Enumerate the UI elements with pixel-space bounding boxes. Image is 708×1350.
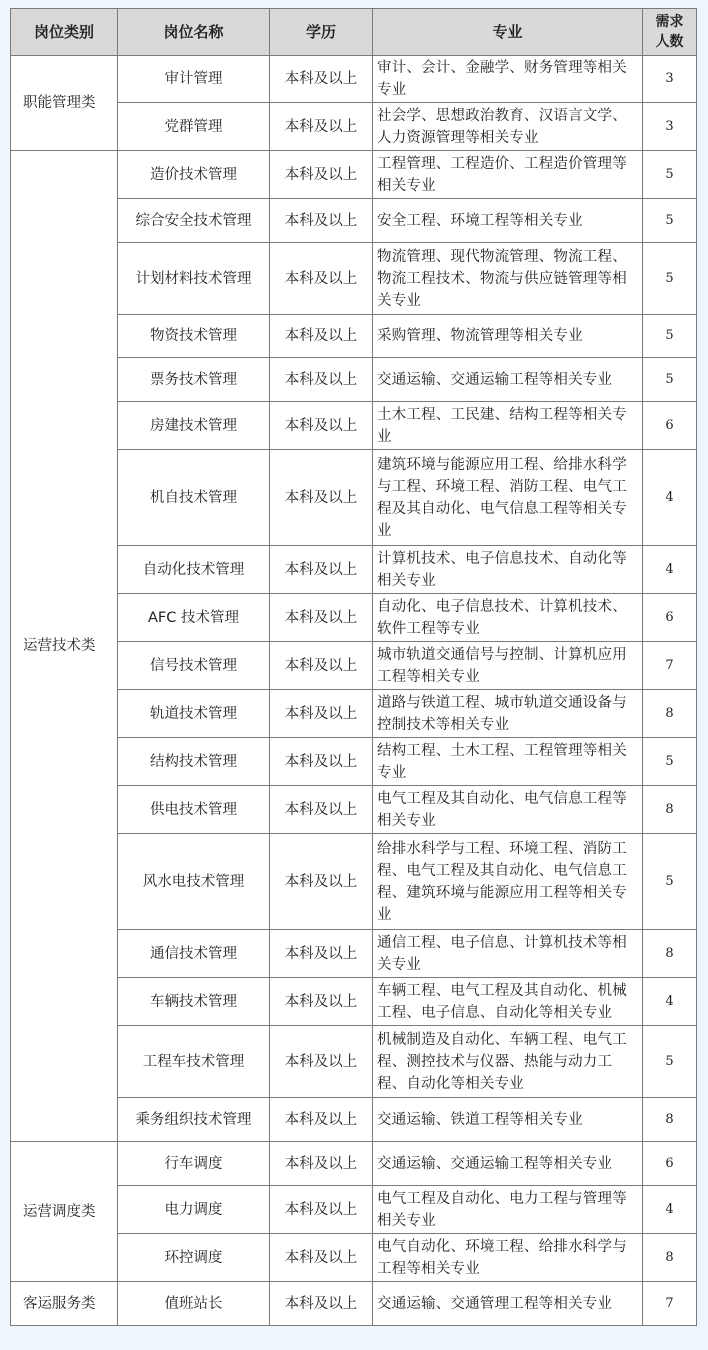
count-cell: 8 bbox=[643, 690, 697, 738]
major-cell: 计算机技术、电子信息技术、自动化等相关专业 bbox=[373, 546, 643, 594]
education-cell: 本科及以上 bbox=[270, 738, 373, 786]
position-name-cell: 风水电技术管理 bbox=[118, 834, 270, 930]
major-cell: 交通运输、交通运输工程等相关专业 bbox=[373, 1142, 643, 1186]
count-cell: 6 bbox=[643, 594, 697, 642]
position-name-cell: 综合安全技术管理 bbox=[118, 199, 270, 243]
education-cell: 本科及以上 bbox=[270, 402, 373, 450]
table-row bbox=[11, 1142, 697, 1186]
major-cell: 自动化、电子信息技术、计算机技术、软件工程等专业 bbox=[373, 594, 643, 642]
major-cell: 车辆工程、电气工程及其自动化、机械工程、电子信息、自动化等相关专业 bbox=[373, 978, 643, 1026]
major-cell: 采购管理、物流管理等相关专业 bbox=[373, 315, 643, 358]
education-cell: 本科及以上 bbox=[270, 690, 373, 738]
education-cell: 本科及以上 bbox=[270, 1282, 373, 1326]
education-cell: 本科及以上 bbox=[270, 1098, 373, 1142]
count-cell: 8 bbox=[643, 1234, 697, 1282]
table-header bbox=[11, 9, 697, 56]
education-cell: 本科及以上 bbox=[270, 594, 373, 642]
major-cell: 物流管理、现代物流管理、物流工程、物流工程技术、物流与供应链管理等相关专业 bbox=[373, 243, 643, 315]
education-cell: 本科及以上 bbox=[270, 315, 373, 358]
count-cell: 3 bbox=[643, 56, 697, 103]
major-cell: 给排水科学与工程、环境工程、消防工程、电气工程及其自动化、电气信息工程、建筑环境与能源应用工程等相关专业 bbox=[373, 834, 643, 930]
education-cell: 本科及以上 bbox=[270, 1142, 373, 1186]
count-cell: 4 bbox=[643, 978, 697, 1026]
count-cell: 5 bbox=[643, 315, 697, 358]
category-cell: 职能管理类 bbox=[11, 56, 118, 151]
position-name-cell: 电力调度 bbox=[118, 1186, 270, 1234]
education-cell: 本科及以上 bbox=[270, 834, 373, 930]
education-cell: 本科及以上 bbox=[270, 56, 373, 103]
position-name-cell: 车辆技术管理 bbox=[118, 978, 270, 1026]
position-name-cell: 计划材料技术管理 bbox=[118, 243, 270, 315]
position-name-cell: 乘务组织技术管理 bbox=[118, 1098, 270, 1142]
count-cell: 5 bbox=[643, 358, 697, 402]
position-name-cell: 信号技术管理 bbox=[118, 642, 270, 690]
position-name-cell: 自动化技术管理 bbox=[118, 546, 270, 594]
count-cell: 8 bbox=[643, 930, 697, 978]
education-cell: 本科及以上 bbox=[270, 199, 373, 243]
major-cell: 工程管理、工程造价、工程造价管理等相关专业 bbox=[373, 151, 643, 199]
education-cell: 本科及以上 bbox=[270, 930, 373, 978]
count-cell: 4 bbox=[643, 1186, 697, 1234]
count-cell: 5 bbox=[643, 738, 697, 786]
header-major: 专业 bbox=[373, 9, 643, 56]
major-cell: 机械制造及自动化、车辆工程、电气工程、测控技术与仪器、热能与动力工程、自动化等相关专业 bbox=[373, 1026, 643, 1098]
major-cell: 电气工程及其自动化、电气信息工程等相关专业 bbox=[373, 786, 643, 834]
major-cell: 电气工程及自动化、电力工程与管理等相关专业 bbox=[373, 1186, 643, 1234]
table-row bbox=[11, 56, 697, 103]
education-cell: 本科及以上 bbox=[270, 103, 373, 151]
header-education: 学历 bbox=[270, 9, 373, 56]
education-cell: 本科及以上 bbox=[270, 642, 373, 690]
major-cell: 结构工程、土木工程、工程管理等相关专业 bbox=[373, 738, 643, 786]
count-cell: 5 bbox=[643, 151, 697, 199]
education-cell: 本科及以上 bbox=[270, 151, 373, 199]
count-cell: 7 bbox=[643, 1282, 697, 1326]
education-cell: 本科及以上 bbox=[270, 1186, 373, 1234]
education-cell: 本科及以上 bbox=[270, 358, 373, 402]
count-cell: 4 bbox=[643, 546, 697, 594]
count-cell: 5 bbox=[643, 1026, 697, 1098]
position-name-cell: 物资技术管理 bbox=[118, 315, 270, 358]
count-cell: 5 bbox=[643, 834, 697, 930]
education-cell: 本科及以上 bbox=[270, 1026, 373, 1098]
major-cell: 城市轨道交通信号与控制、计算机应用工程等相关专业 bbox=[373, 642, 643, 690]
major-cell: 土木工程、工民建、结构工程等相关专业 bbox=[373, 402, 643, 450]
header-position-name: 岗位名称 bbox=[118, 9, 270, 56]
position-name-cell: 票务技术管理 bbox=[118, 358, 270, 402]
position-name-cell: 轨道技术管理 bbox=[118, 690, 270, 738]
major-cell: 电气自动化、环境工程、给排水科学与工程等相关专业 bbox=[373, 1234, 643, 1282]
count-cell: 5 bbox=[643, 243, 697, 315]
table-row bbox=[11, 151, 697, 199]
count-cell: 5 bbox=[643, 199, 697, 243]
education-cell: 本科及以上 bbox=[270, 243, 373, 315]
header-category: 岗位类别 bbox=[11, 9, 118, 56]
position-name-cell: 审计管理 bbox=[118, 56, 270, 103]
major-cell: 交通运输、交通运输工程等相关专业 bbox=[373, 358, 643, 402]
position-name-cell: 党群管理 bbox=[118, 103, 270, 151]
major-cell: 审计、会计、金融学、财务管理等相关专业 bbox=[373, 56, 643, 103]
education-cell: 本科及以上 bbox=[270, 1234, 373, 1282]
position-name-cell: 工程车技术管理 bbox=[118, 1026, 270, 1098]
category-cell: 客运服务类 bbox=[11, 1282, 118, 1326]
position-name-cell: 值班站长 bbox=[118, 1282, 270, 1326]
count-cell: 7 bbox=[643, 642, 697, 690]
position-name-cell: AFC 技术管理 bbox=[118, 594, 270, 642]
category-cell: 运营调度类 bbox=[11, 1142, 118, 1282]
education-cell: 本科及以上 bbox=[270, 978, 373, 1026]
major-cell: 交通运输、交通管理工程等相关专业 bbox=[373, 1282, 643, 1326]
header-row bbox=[11, 9, 697, 56]
position-name-cell: 房建技术管理 bbox=[118, 402, 270, 450]
education-cell: 本科及以上 bbox=[270, 546, 373, 594]
table-body bbox=[11, 56, 697, 1326]
count-cell: 4 bbox=[643, 450, 697, 546]
major-cell: 安全工程、环境工程等相关专业 bbox=[373, 199, 643, 243]
count-cell: 8 bbox=[643, 1098, 697, 1142]
position-name-cell: 通信技术管理 bbox=[118, 930, 270, 978]
position-name-cell: 机自技术管理 bbox=[118, 450, 270, 546]
category-cell: 运营技术类 bbox=[11, 151, 118, 1142]
education-cell: 本科及以上 bbox=[270, 786, 373, 834]
major-cell: 道路与铁道工程、城市轨道交通设备与控制技术等相关专业 bbox=[373, 690, 643, 738]
recruitment-table-container bbox=[10, 8, 696, 1326]
position-name-cell: 结构技术管理 bbox=[118, 738, 270, 786]
header-count: 需求 人数 bbox=[643, 9, 697, 56]
major-cell: 建筑环境与能源应用工程、给排水科学与工程、环境工程、消防工程、电气工程及其自动化、电气信息工程等相关专业 bbox=[373, 450, 643, 546]
recruitment-table bbox=[10, 8, 697, 1326]
count-cell: 3 bbox=[643, 103, 697, 151]
count-cell: 6 bbox=[643, 402, 697, 450]
major-cell: 通信工程、电子信息、计算机技术等相关专业 bbox=[373, 930, 643, 978]
table-row bbox=[11, 1282, 697, 1326]
position-name-cell: 环控调度 bbox=[118, 1234, 270, 1282]
count-cell: 6 bbox=[643, 1142, 697, 1186]
position-name-cell: 造价技术管理 bbox=[118, 151, 270, 199]
position-name-cell: 供电技术管理 bbox=[118, 786, 270, 834]
major-cell: 社会学、思想政治教育、汉语言文学、人力资源管理等相关专业 bbox=[373, 103, 643, 151]
count-cell: 8 bbox=[643, 786, 697, 834]
education-cell: 本科及以上 bbox=[270, 450, 373, 546]
major-cell: 交通运输、铁道工程等相关专业 bbox=[373, 1098, 643, 1142]
position-name-cell: 行车调度 bbox=[118, 1142, 270, 1186]
